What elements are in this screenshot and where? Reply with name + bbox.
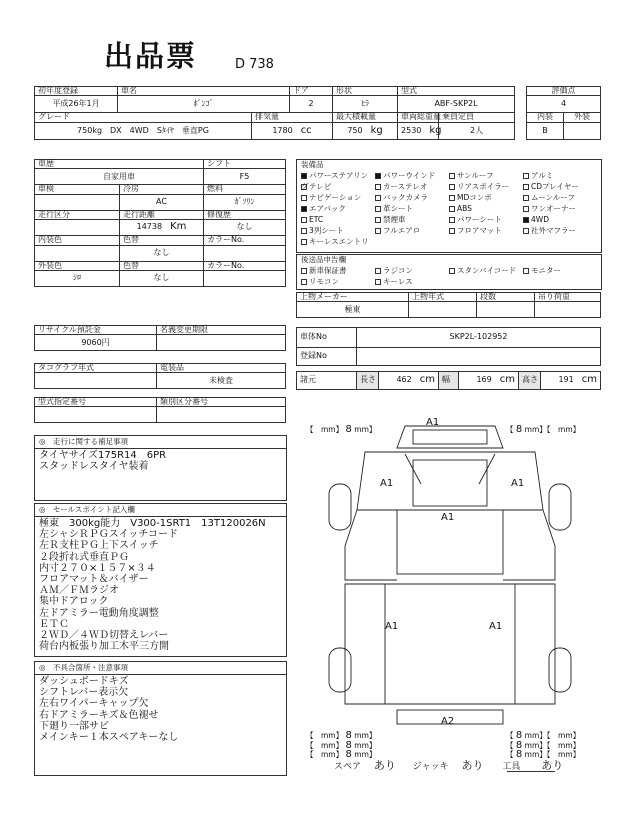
checked-box-icon — [301, 173, 307, 179]
note-line: スタッドレスタイヤ装着 — [39, 461, 149, 473]
note-line: 内寸２７０×１５７×３４ — [39, 562, 156, 574]
check-label: パワーウインド — [383, 171, 436, 180]
check-label: 禁煙車 — [383, 215, 406, 224]
unchecked-box-icon — [375, 228, 381, 234]
mileage-value: 14738 Km — [120, 220, 204, 236]
check-label: リモコン — [309, 277, 339, 286]
type-spec-table — [34, 397, 286, 423]
check-row — [297, 265, 601, 276]
note-line: 左シャシＲＰＧスイッチコード — [39, 529, 178, 541]
check-item — [375, 265, 449, 276]
check-item — [375, 276, 449, 287]
note-line: シフトレバー表示欠 — [39, 687, 129, 699]
check-item — [449, 214, 523, 225]
check-item — [375, 225, 449, 236]
unchecked-box-icon — [375, 217, 381, 223]
exterior-color-value: ｼﾛ — [35, 270, 120, 286]
tacho-value — [35, 373, 157, 389]
tools-value: あり — [541, 759, 564, 772]
tread-rear-left: 【 mm】 8 mm】 【 mm】 8 mm】 【 mm】 8 mm】 — [306, 730, 377, 760]
shape-value: ﾋﾗ — [333, 96, 398, 113]
grade-value: 750kg DX 4WD Sﾀｲﾔ 垂直PG — [35, 122, 252, 139]
note-line: 左ドアミラー電動角度調整 — [39, 607, 159, 619]
note-line: ２ＷＤ／４ＷＤ切替えレバー — [39, 630, 169, 642]
check-label: キーレスエントリー — [301, 237, 369, 257]
note-line: 集中ドアロック — [39, 596, 109, 608]
recycle-value: 9060円 — [35, 335, 157, 351]
check-item — [375, 181, 449, 192]
capacity-value: 2人 — [439, 122, 515, 139]
note-line: タイヤサイズ175R14 6PR — [39, 450, 167, 461]
check-item — [523, 203, 597, 214]
tread-front-right: 【 8 mm】【 mm】 — [506, 424, 581, 435]
class-no-label: 類別区分番号 — [157, 398, 286, 407]
spare-value: あり — [373, 759, 396, 772]
unchecked-box-icon — [375, 279, 381, 285]
ac-value: AC — [120, 194, 204, 210]
checked-box-icon — [301, 206, 307, 212]
check-item — [375, 192, 449, 203]
body-spec-table — [296, 292, 601, 318]
check-label: ABS — [457, 204, 472, 213]
tacho-label: タコグラフ年式 — [35, 364, 157, 373]
check-item — [301, 214, 375, 225]
check-item — [375, 203, 449, 214]
grade-label: グレード — [35, 113, 252, 122]
details-table — [34, 159, 286, 287]
doors-value: 2 — [290, 96, 333, 113]
note-line: 左右ワイパーキャップ欠 — [39, 698, 149, 710]
check-label: モニター — [531, 266, 561, 275]
rear-equipment-title: 後送品申告欄 — [301, 255, 346, 264]
rear-equipment-grid — [297, 265, 601, 287]
height-value: 191 cm — [541, 372, 601, 390]
exterior-color-change-label: 色替 — [120, 261, 204, 270]
shape-label: 形状 — [333, 87, 398, 96]
check-item — [301, 203, 375, 214]
hoist-load-value — [535, 302, 601, 318]
note-line: メインキー１本スペアキーなし — [39, 732, 179, 744]
unchecked-box-icon — [375, 184, 381, 190]
mark-front-left: A1 — [380, 478, 394, 489]
exterior-color-no-label: カラーNo. — [204, 261, 286, 270]
repair-value: なし — [204, 220, 286, 236]
unchecked-box-icon — [449, 206, 455, 212]
unchecked-box-icon — [449, 184, 455, 190]
check-row — [297, 203, 601, 214]
displacement-value: 1780 cc — [252, 122, 333, 139]
check-label: リアスポイラー — [457, 182, 510, 191]
selling-points-body — [35, 517, 286, 653]
equipment-title: 装備品 — [301, 160, 324, 169]
hoist-load-label: 吊り荷重 — [535, 293, 601, 302]
check-item — [523, 181, 597, 192]
type-spec-value — [35, 407, 157, 423]
vehicle-table — [34, 86, 515, 140]
tread-rear-right: 【 8 mm】【 mm】 【 8 mm】【 mm】 【 8 mm】【 mm】 — [506, 730, 581, 760]
note-line: フロアマット＆バイザー — [39, 574, 149, 586]
chassis-table — [296, 327, 601, 366]
check-item — [523, 225, 597, 236]
unchecked-box-icon — [301, 239, 307, 245]
check-row — [297, 214, 601, 225]
interior-label: 内装 — [527, 113, 564, 122]
unchecked-box-icon — [523, 228, 529, 234]
dims-label: 諸元 — [297, 372, 357, 390]
interior-color-change-label: 色替 — [120, 236, 204, 245]
note-line: 極東 300kg能力 V300-1SRT1 13T120026N — [39, 518, 266, 529]
rear-left-wheel — [329, 648, 351, 692]
note-line: 下廻り一部サビ — [39, 720, 109, 732]
exterior-label: 外装 — [564, 113, 601, 122]
check-label: ETC — [309, 215, 324, 224]
tools-label: 工具 — [502, 762, 521, 772]
check-label: エアバック — [309, 204, 346, 213]
driving-notes-section — [34, 435, 287, 501]
tread-front-left: 【 mm】 8 mm】 — [306, 424, 377, 435]
electrics-value: 未検査 — [157, 373, 286, 389]
shift-value: F5 — [204, 169, 286, 185]
mark-rear-right: A1 — [489, 621, 503, 632]
check-label: MDコンポ — [457, 193, 492, 202]
note-line: 右ドアミラーキズ＆色褪せ — [39, 709, 159, 721]
equipment-label: 電装品 — [157, 364, 286, 373]
car-name-value: ﾎﾞﾝｺﾞ — [118, 96, 290, 113]
interior-color-label: 内装色 — [35, 236, 120, 245]
unchecked-box-icon — [523, 173, 529, 179]
interior-color-change-value: なし — [120, 245, 204, 261]
check-item — [523, 214, 597, 225]
gross-weight-value: 2530 kg — [398, 122, 439, 139]
check-item — [449, 181, 523, 192]
check-label: スタンバイコード — [457, 266, 517, 275]
check-label: 新車保証書 — [309, 266, 347, 275]
unchecked-box-icon — [449, 217, 455, 223]
windshield-outline — [413, 460, 487, 506]
width-value: 169 cm — [459, 372, 519, 390]
spare-label: スペア — [334, 762, 362, 772]
front-right-wheel — [549, 484, 571, 530]
width-label: 幅 — [439, 372, 459, 390]
check-item — [301, 276, 375, 287]
unchecked-box-icon — [301, 279, 307, 285]
check-item — [301, 225, 375, 236]
unchecked-box-icon — [301, 217, 307, 223]
type-spec-label: 型式指定番号 — [35, 398, 157, 407]
check-row — [297, 181, 601, 192]
check-label: サンルーフ — [457, 171, 494, 180]
dims-table — [296, 371, 601, 390]
unchecked-box-icon — [375, 195, 381, 201]
unchecked-box-icon — [523, 195, 529, 201]
bed-floor-outline — [385, 584, 515, 704]
note-line: 荷台内板張り加工木平三方開 — [39, 641, 169, 653]
document-number: D 738 — [235, 57, 274, 72]
mark-front-right: A1 — [511, 478, 525, 489]
note-line: ＥＴＣ — [39, 618, 69, 630]
history-value: 自家用車 — [35, 169, 204, 185]
check-row — [297, 192, 601, 203]
unchecked-box-icon — [301, 195, 307, 201]
doors-label: ドア — [290, 87, 333, 96]
reg-no-label: 登録No — [297, 348, 357, 366]
height-label: 高さ — [519, 372, 541, 390]
unchecked-box-icon — [375, 268, 381, 274]
defects-title: ◎ 不具合箇所・注意事項 — [35, 662, 286, 675]
check-label: パワーステアリング — [301, 171, 369, 191]
mileage-type-label: 走行区分 — [35, 210, 120, 219]
check-item — [301, 181, 375, 192]
unchecked-box-icon — [523, 206, 529, 212]
check-label: ムーンルーフ — [531, 193, 575, 202]
model-code-value: ABF-SKP2L — [398, 96, 515, 113]
body-year-label: 上物年式 — [409, 293, 477, 302]
jack-value: あり — [461, 759, 484, 772]
unchecked-box-icon — [449, 268, 455, 274]
steps-value — [477, 302, 535, 318]
mark-front: A1 — [426, 417, 440, 428]
check-row — [297, 236, 601, 257]
check-label: テレビ — [309, 182, 332, 191]
check-item — [301, 265, 375, 276]
fuel-label: 燃料 — [204, 185, 286, 194]
unchecked-box-icon — [523, 184, 529, 190]
unchecked-box-icon — [375, 206, 381, 212]
check-item — [449, 225, 523, 236]
body-year-value — [409, 302, 477, 318]
check-item — [523, 192, 597, 203]
interior-color-no-value — [204, 245, 286, 261]
chassis-no-value: SKP2L-102952 — [357, 328, 601, 348]
history-label: 車歴 — [35, 160, 204, 169]
check-label: フロアマット — [457, 226, 502, 235]
repair-label: 修復歴 — [204, 210, 286, 219]
check-label: パワーシート — [457, 215, 502, 224]
unchecked-box-icon — [449, 173, 455, 179]
jack-label: ジャッキ — [412, 762, 449, 772]
recycle-table — [34, 325, 286, 351]
check-item — [449, 203, 523, 214]
check-label: CDプレイヤー — [531, 182, 579, 191]
steps-label: 段数 — [477, 293, 535, 302]
check-item — [375, 170, 449, 181]
defects-section — [34, 661, 287, 776]
check-label: 社外マフラー — [531, 226, 576, 235]
car-name-label: 車名 — [118, 87, 290, 96]
displacement-label: 排気量 — [252, 113, 333, 122]
check-item — [301, 236, 375, 257]
check-row — [297, 225, 601, 236]
tools-underline — [507, 771, 555, 772]
inspection-label: 車検 — [35, 185, 120, 194]
capacity-label: 乗員定員 — [439, 113, 515, 122]
exterior-color-change-value: なし — [120, 270, 204, 286]
shift-label: シフト — [204, 160, 286, 169]
unchecked-box-icon — [449, 228, 455, 234]
maker-label: 上物メーカー — [297, 293, 409, 302]
check-label: バックカメラ — [383, 193, 428, 202]
check-row — [297, 276, 601, 287]
selling-points-section — [34, 503, 287, 657]
unchecked-box-icon — [301, 268, 307, 274]
driving-notes-title: ◎ 走行に関する補足事項 — [35, 436, 286, 449]
bed-gates — [345, 584, 555, 704]
exterior-color-no-value — [204, 270, 286, 286]
equipment-section — [296, 159, 602, 257]
pillar-lines — [405, 454, 495, 484]
selling-points-title: ◎ セールスポイント記入欄 — [35, 504, 286, 517]
checked-box-icon — [523, 217, 529, 223]
rear-equipment-section — [296, 254, 602, 290]
reg-no-value — [357, 348, 601, 366]
check-label: 3列シート — [309, 226, 344, 235]
defects-body — [35, 675, 286, 744]
check-label: ナビゲーション — [309, 193, 362, 202]
name-change-label: 名義変更期限 — [157, 326, 286, 335]
unchecked-box-icon — [301, 228, 307, 234]
check-item — [523, 170, 597, 181]
exterior-color-label: 外装色 — [35, 261, 120, 270]
note-line: ２段折れ式垂直ＰＧ — [39, 551, 129, 563]
mark-rear: A2 — [441, 716, 455, 727]
recycle-label: リサイクル預託金 — [35, 326, 157, 335]
check-label: キーレス — [383, 277, 413, 286]
tacho-table — [34, 363, 286, 389]
mark-roof: A1 — [441, 512, 455, 523]
check-item — [449, 170, 523, 181]
max-load-label: 最大積載量 — [333, 113, 398, 122]
mark-rear-left: A1 — [385, 621, 399, 632]
model-code-label: 型式 — [398, 87, 515, 96]
fuel-value: ｶﾞｿﾘﾝ — [204, 194, 286, 210]
check-label: ラジコン — [383, 266, 413, 275]
check-label: フルエアロ — [383, 226, 421, 235]
equipment-grid — [297, 170, 601, 257]
check-label: ワンオーナー — [531, 204, 576, 213]
front-left-wheel — [329, 484, 351, 530]
unchecked-box-icon — [523, 268, 529, 274]
score-value: 4 — [527, 96, 601, 113]
class-no-value — [157, 407, 286, 423]
check-item — [449, 192, 523, 203]
mileage-label: 走行距離 — [120, 210, 204, 219]
check-item — [375, 214, 449, 225]
note-line: ダッシュボードキズ — [39, 676, 129, 687]
check-label: アルミ — [531, 171, 554, 180]
inspection-value — [35, 194, 120, 210]
exterior-value — [564, 122, 601, 139]
gross-weight-label: 車両総重量 — [398, 113, 439, 122]
note-line: ＡＭ／ＦＭラジオ — [39, 585, 119, 597]
unchecked-box-icon — [449, 195, 455, 201]
mileage-type-value — [35, 220, 120, 236]
rear-right-wheel — [549, 648, 571, 692]
chassis-no-label: 車体No — [297, 328, 357, 348]
checked-box-icon — [375, 173, 381, 179]
interior-color-no-label: カラーNo. — [204, 236, 286, 245]
check-label: 4WD — [531, 215, 549, 224]
page-title: 出品票 — [104, 39, 198, 73]
note-line: 左Ｒ支柱ＰＧ上下スイッチ — [39, 540, 159, 552]
check-item — [449, 265, 523, 276]
vehicle-diagram — [305, 418, 595, 734]
maker-value: 極東 — [297, 302, 409, 318]
interior-color-value — [35, 245, 120, 261]
interior-value: B — [527, 122, 564, 139]
driving-notes-body — [35, 449, 286, 473]
score-label: 評価点 — [527, 87, 601, 96]
grille-outline — [413, 430, 487, 444]
ac-label: 冷房 — [120, 185, 204, 194]
check-item — [301, 192, 375, 203]
score-table — [526, 86, 601, 140]
length-label: 長さ — [357, 372, 379, 390]
bed-outline — [345, 584, 555, 704]
name-change-value — [157, 335, 286, 351]
check-label: 革シート — [383, 204, 413, 213]
unchecked-box-icon — [301, 184, 307, 190]
first-reg-label: 初年度登録 — [35, 87, 118, 96]
length-value: 462 cm — [379, 372, 439, 390]
first-reg-value: 平成26年1月 — [35, 96, 118, 113]
max-load-value: 750 kg — [333, 122, 398, 139]
check-label: カーステレオ — [383, 182, 428, 191]
check-item — [523, 265, 597, 276]
